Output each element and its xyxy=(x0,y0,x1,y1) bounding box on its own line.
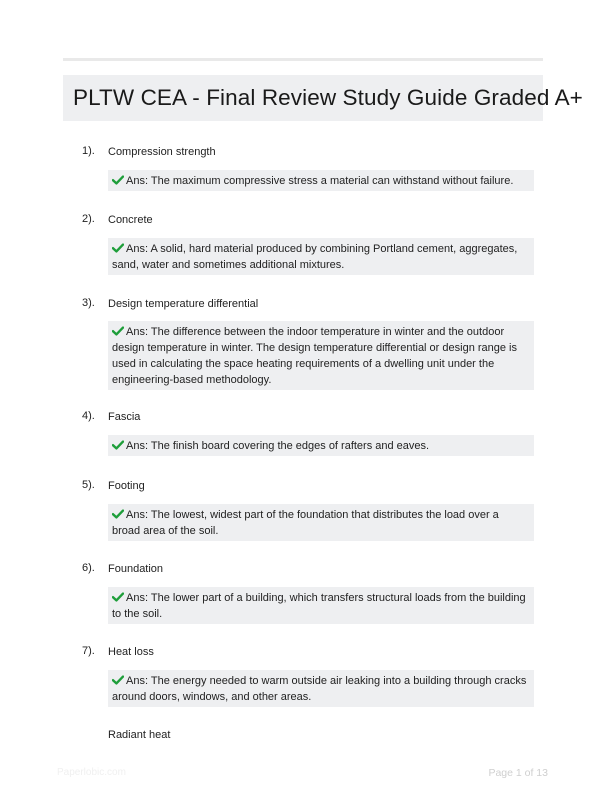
answer-box xyxy=(108,321,534,390)
question-term: Compression strength xyxy=(108,146,216,158)
question-number: 4). xyxy=(82,410,95,422)
check-icon xyxy=(112,509,124,519)
question-term: Heat loss xyxy=(108,646,154,658)
question-term: Design temperature differential xyxy=(108,298,259,310)
check-icon xyxy=(112,675,124,685)
page-indicator: Page 1 of 13 xyxy=(488,767,548,779)
question-number: 3). xyxy=(82,297,95,309)
question-term: Concrete xyxy=(108,214,153,226)
answer-box xyxy=(108,170,534,191)
answer-box xyxy=(108,587,534,624)
document-title: PLTW CEA - Final Review Study Guide Graded A+ xyxy=(73,85,583,110)
answer-text: Ans: The difference between the indoor temperature in winter and the outdoor design temperature in winter. The design temperature differential or design range is used in calculating the space heating requirements of a dwelling unit under the engineering-based methodology. xyxy=(112,326,517,386)
check-icon xyxy=(112,592,124,602)
question-term: Radiant heat xyxy=(108,729,171,741)
check-icon xyxy=(112,440,124,450)
check-icon xyxy=(112,243,124,253)
check-icon xyxy=(112,175,124,185)
question-number: 5). xyxy=(82,479,95,491)
question-term: Fascia xyxy=(108,411,141,423)
answer-text: Ans: The lower part of a building, which transfers structural loads from the building to the soil. xyxy=(112,592,526,620)
question-number: 2). xyxy=(82,213,95,225)
answer-text: Ans: The finish board covering the edges of rafters and eaves. xyxy=(126,440,430,452)
answer-text: Ans: The lowest, widest part of the foundation that distributes the load over a broad area of the soil. xyxy=(112,509,499,537)
footer-site-watermark: Paperlobic.com xyxy=(57,767,126,778)
answer-box xyxy=(108,435,534,456)
answer-text: Ans: The energy needed to warm outside air leaking into a building through cracks around doors, windows, and other areas. xyxy=(112,675,527,703)
answer-box xyxy=(108,504,534,541)
answer-text: Ans: A solid, hard material produced by combining Portland cement, aggregates, sand, water and sometimes additional mixtures. xyxy=(112,243,518,271)
question-number: 1). xyxy=(82,145,95,157)
question-term: Footing xyxy=(108,480,145,492)
answer-box xyxy=(108,670,534,707)
question-term: Foundation xyxy=(108,563,164,575)
answer-box xyxy=(108,238,534,275)
answer-text: Ans: The maximum compressive stress a material can withstand without failure. xyxy=(126,175,514,187)
check-icon xyxy=(112,326,124,336)
question-number: 6). xyxy=(82,562,95,574)
question-number: 7). xyxy=(82,645,95,657)
